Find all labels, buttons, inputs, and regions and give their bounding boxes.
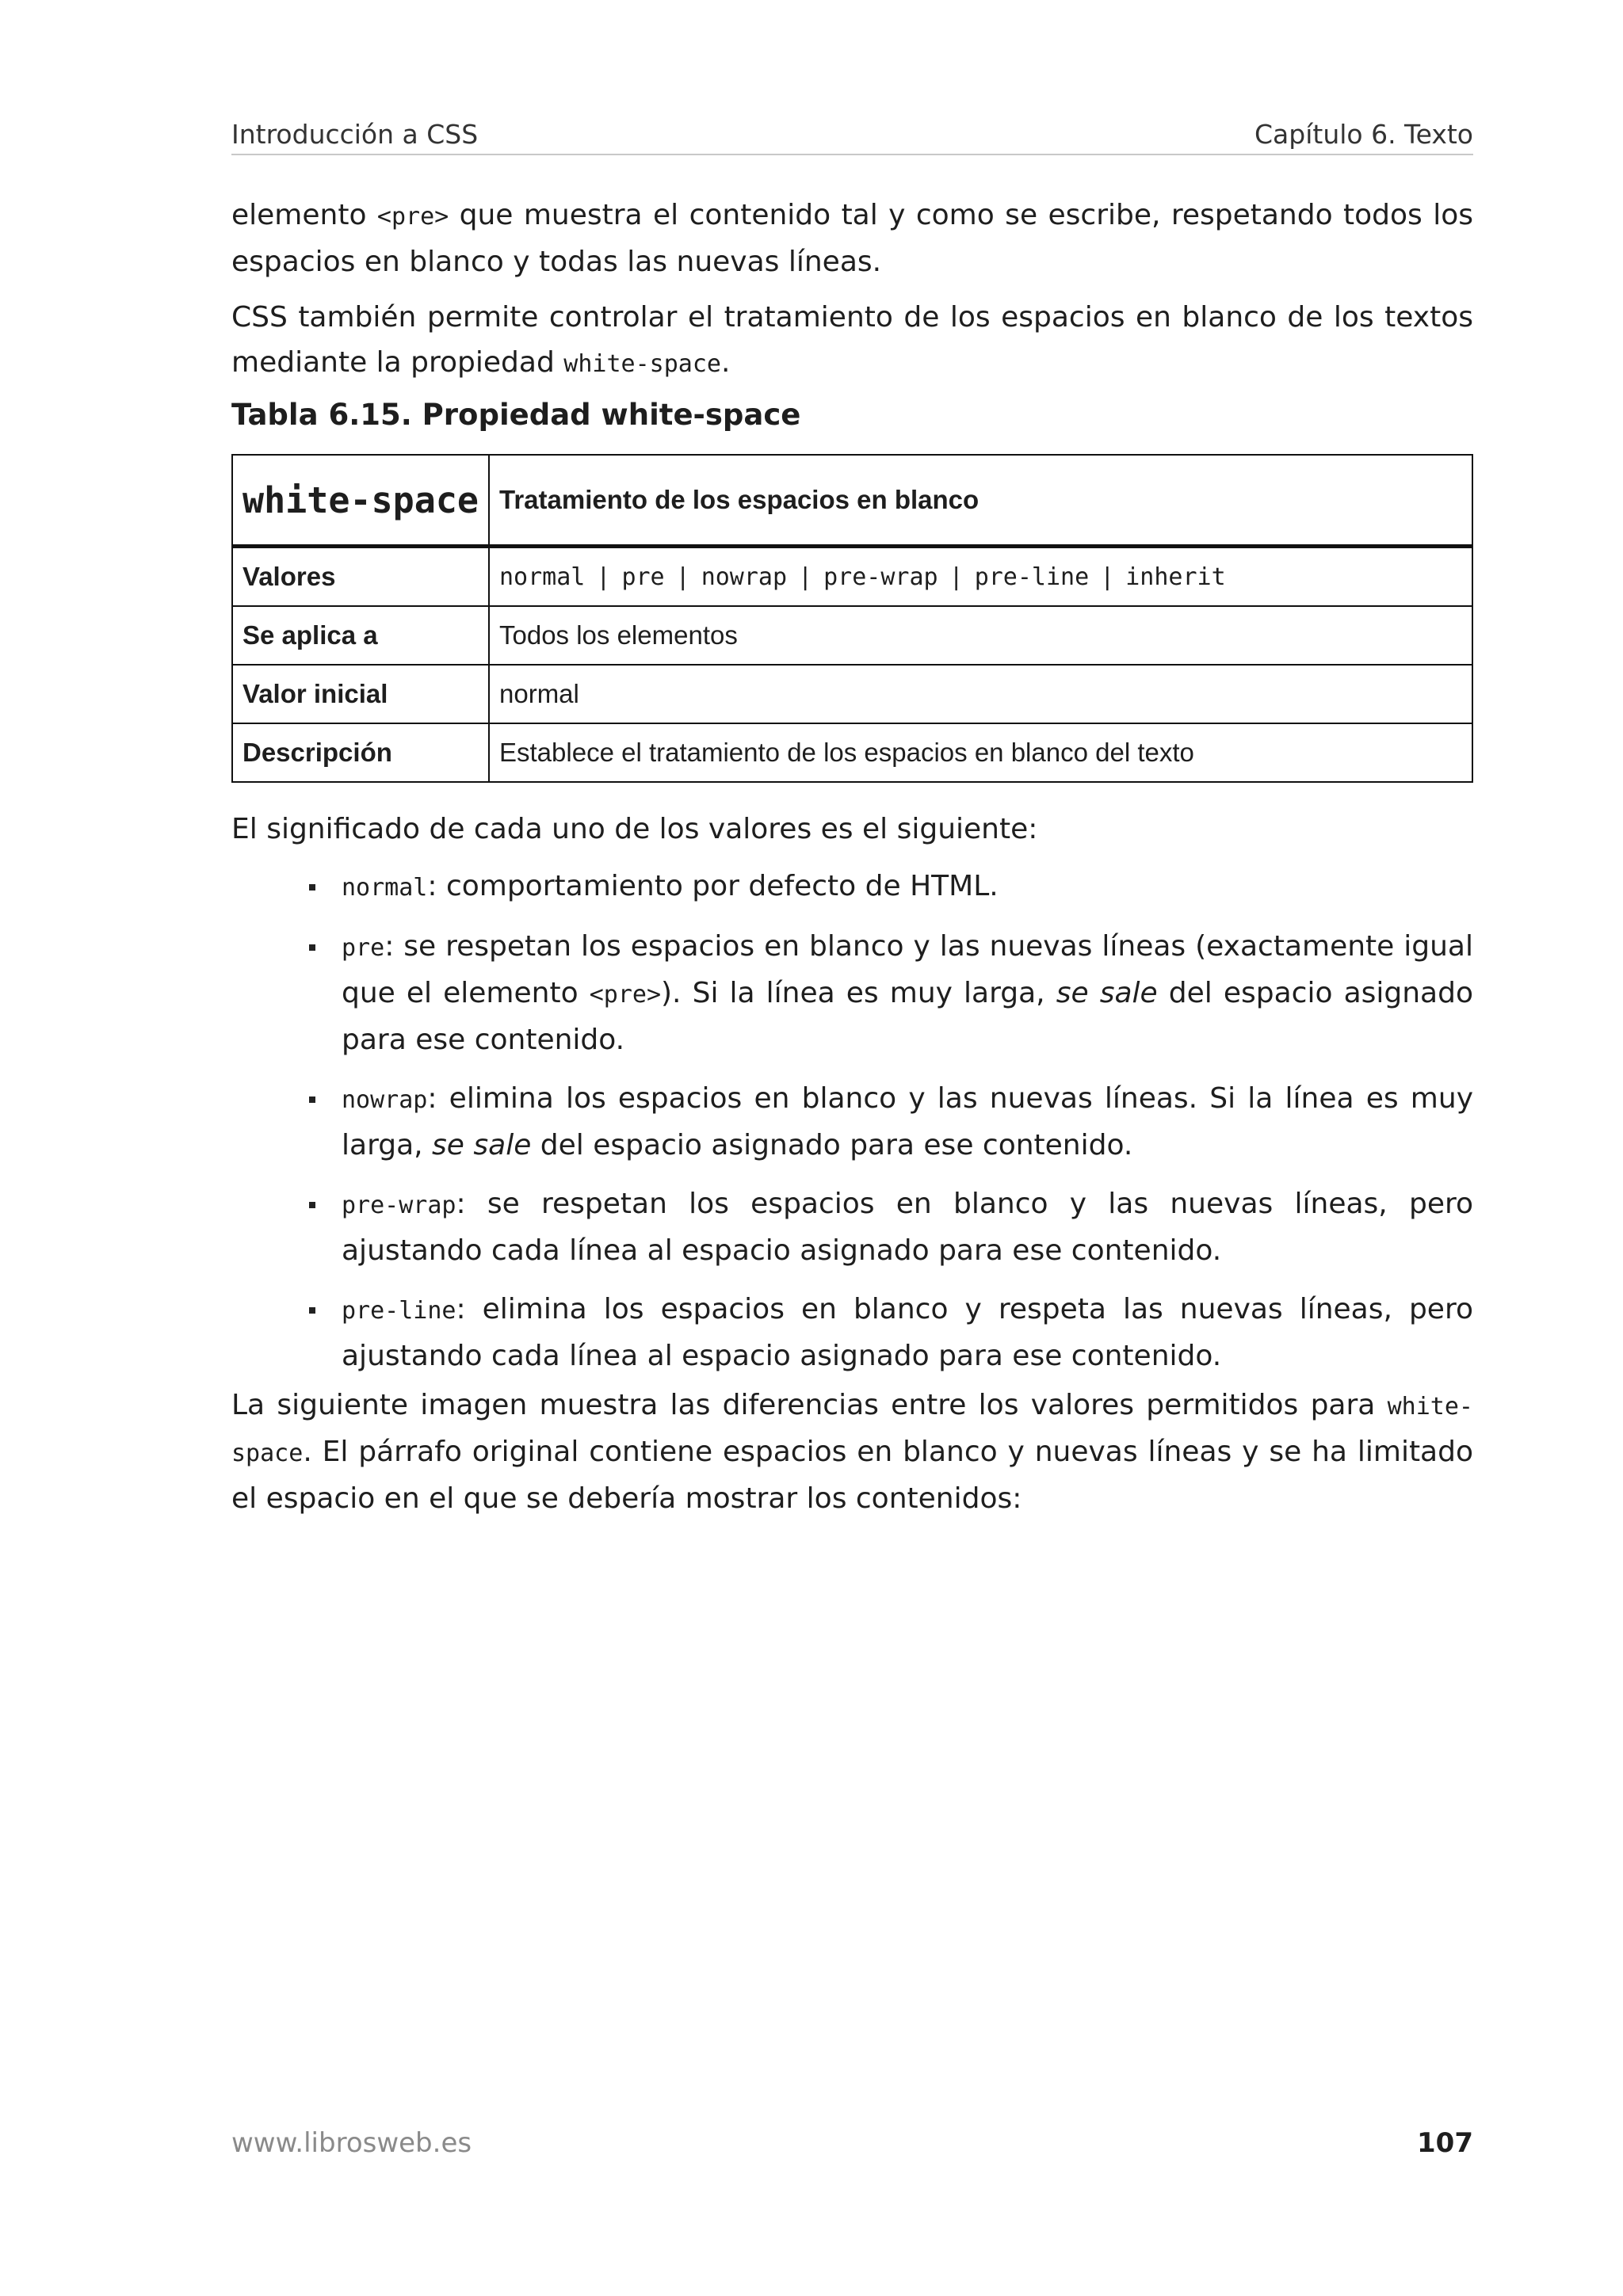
list-item: nowrap: elimina los espacios en blanco y las nuevas líneas. Si la línea es muy larga, se sale del espacio asignado para ese contenido. — [231, 1076, 1473, 1168]
emphasis: se sale — [1056, 977, 1158, 1009]
value-separator: | — [949, 563, 964, 591]
bullet-square-icon — [309, 944, 315, 951]
value-option: pre-line — [974, 563, 1090, 591]
list-item: pre: se respetan los espacios en blanco y las nuevas líneas (exactamente igual que el elemento <pre>). Si la línea es muy larga, se sale del espacio asignado para ese contenido. — [231, 924, 1473, 1062]
row-value: Todos los elementos — [489, 606, 1472, 665]
inline-code: white-space — [563, 350, 721, 378]
inline-code: <pre> — [589, 981, 662, 1009]
bullet-square-icon — [309, 1307, 315, 1314]
table-row-description — [232, 723, 1472, 782]
table-row-initial — [232, 665, 1472, 723]
list-item: normal: comportamiento por defecto de HTML. — [231, 864, 1473, 910]
paragraph-values-intro: El significado de cada uno de los valores es el siguiente: — [231, 813, 1038, 845]
row-label: Descripción — [232, 723, 489, 782]
paragraph-white-space-intro: CSS también permite controlar el tratamiento de los espacios en blanco de los textos mediante la propiedad white-space. — [231, 301, 1473, 379]
inline-code: white-space — [231, 1393, 1473, 1467]
table-row-values — [232, 547, 1472, 607]
property-name-cell: white-space — [232, 455, 489, 547]
bullet-square-icon — [309, 884, 315, 891]
table-row-applies — [232, 606, 1472, 665]
list-item: pre-line: elimina los espacios en blanco y respeta las nuevas líneas, pero ajustando cada línea al espacio asignado para ese contenido. — [231, 1287, 1473, 1379]
bullet-square-icon — [309, 1097, 315, 1103]
value-option: pre-wrap — [823, 563, 938, 591]
inline-code: pre — [342, 934, 385, 962]
bullet-square-icon — [309, 1202, 315, 1208]
emphasis: se sale — [432, 1129, 532, 1161]
paragraph-pre-element: elemento <pre> que muestra el contenido tal y como se escribe, respetando todos los espacios en blanco y todas las nuevas líneas. — [231, 199, 1473, 278]
value-option: pre — [621, 563, 665, 591]
value-option: nowrap — [701, 563, 788, 591]
page-header — [231, 119, 1473, 155]
value-separator: | — [675, 563, 690, 591]
inline-code: pre-wrap — [342, 1192, 456, 1219]
value-option: normal — [499, 563, 586, 591]
value-separator: | — [1100, 563, 1115, 591]
row-value: Establece el tratamiento de los espacios en blanco del texto — [489, 723, 1472, 782]
inline-code: nowrap — [342, 1086, 428, 1114]
property-table — [231, 454, 1473, 783]
row-label: Valor inicial — [232, 665, 489, 723]
page-number: 107 — [1417, 2127, 1473, 2159]
row-value: normal — [489, 665, 1472, 723]
list-item: pre-wrap: se respetan los espacios en blanco y las nuevas líneas, pero ajustando cada línea al espacio asignado para ese contenido. — [231, 1181, 1473, 1273]
row-label: Valores — [232, 547, 489, 607]
row-label: Se aplica a — [232, 606, 489, 665]
values-list-cell — [489, 547, 1472, 607]
inline-code: <pre> — [376, 203, 449, 231]
value-separator: | — [798, 563, 813, 591]
value-option: inherit — [1125, 563, 1226, 591]
footer-url: www.librosweb.es — [231, 2127, 472, 2159]
header-book-title: Introducción a CSS — [231, 119, 479, 150]
value-separator: | — [596, 563, 611, 591]
inline-code: normal — [342, 874, 428, 902]
table-header-row — [232, 455, 1472, 547]
table-caption: Tabla 6.15. Propiedad white-space — [231, 398, 801, 432]
paragraph-image-intro: La siguiente imagen muestra las diferencias entre los valores permitidos para white-space. El párrafo original contiene espacios en blanco y nuevas líneas y se ha limitado el espacio en el que se debería mostrar los contenidos: — [231, 1389, 1473, 1515]
page-footer — [231, 2127, 1473, 2167]
values-list — [231, 864, 1473, 1392]
inline-code: pre-line — [342, 1297, 456, 1325]
property-title-cell: Tratamiento de los espacios en blanco — [489, 455, 1472, 547]
header-chapter-title: Capítulo 6. Texto — [1254, 119, 1473, 150]
